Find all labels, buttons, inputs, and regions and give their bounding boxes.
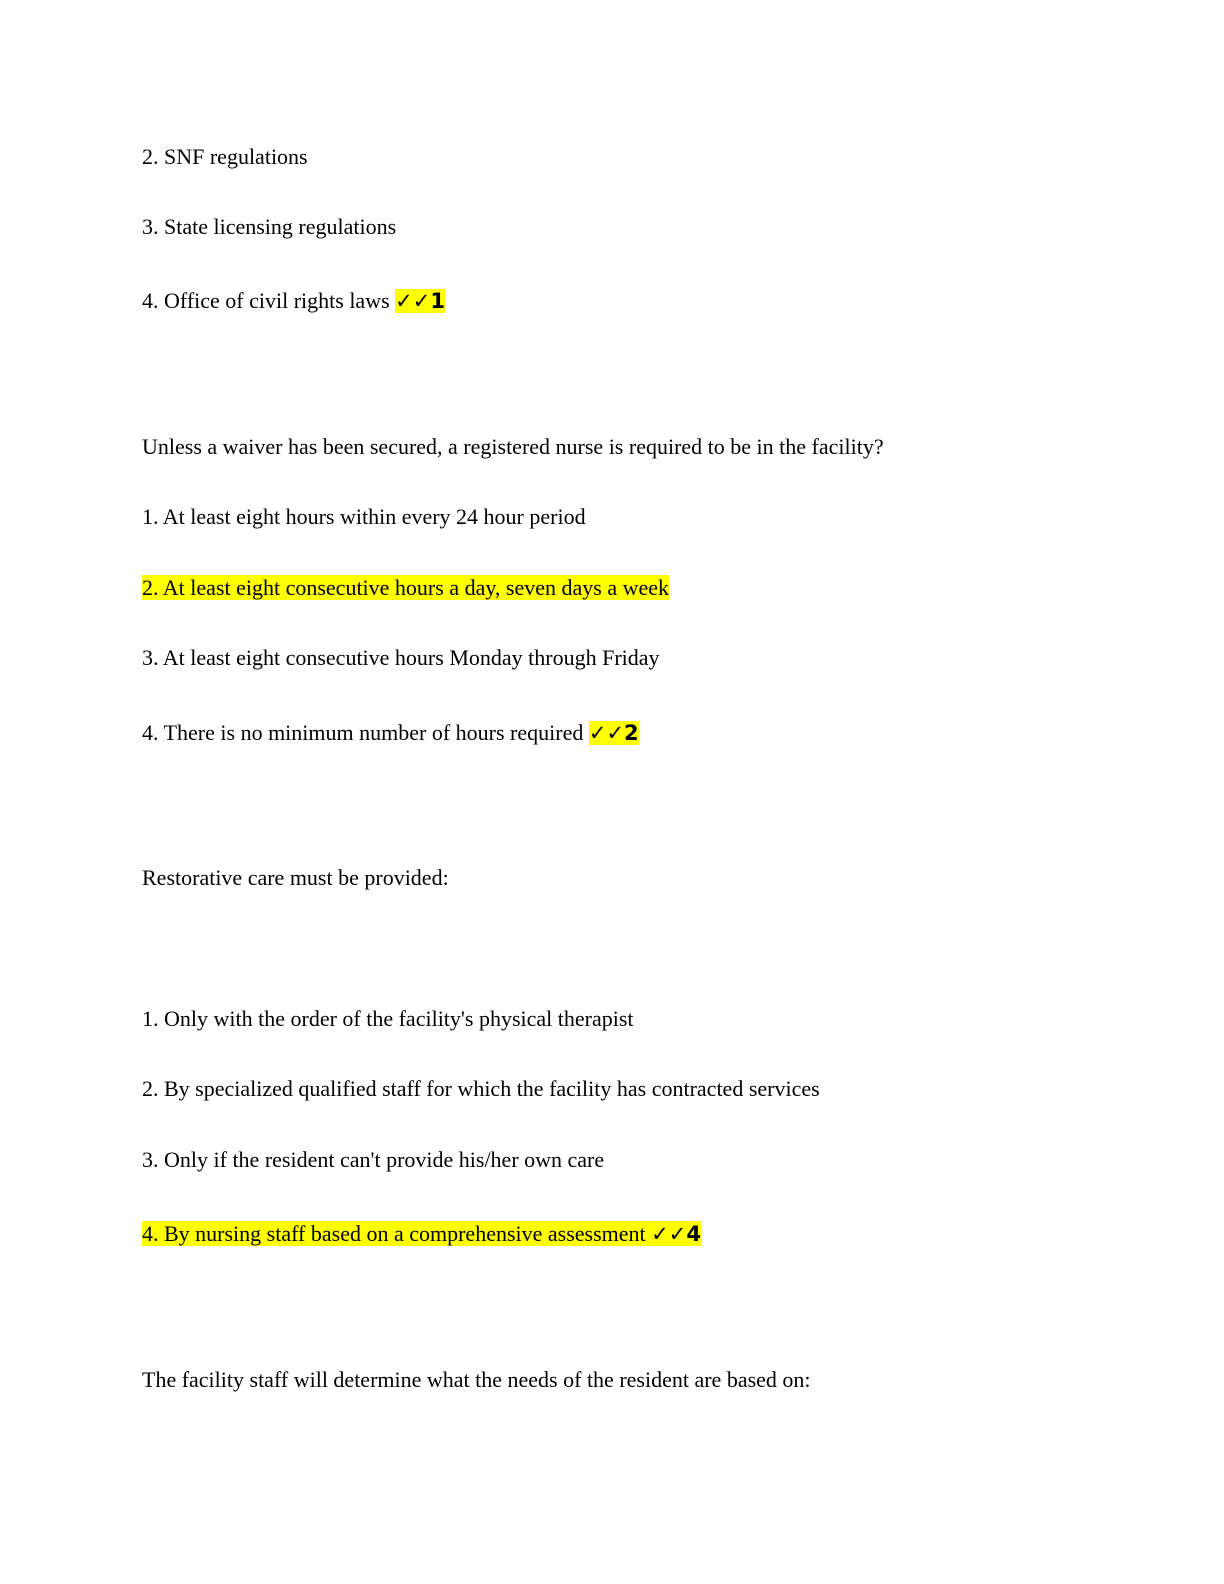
option-text: 3. Only if the resident can't provide his/her own care bbox=[142, 1147, 605, 1172]
option-text: 1. Only with the order of the facility's physical therapist bbox=[142, 1006, 634, 1031]
option-text: 2. By specialized qualified staff for which the facility has contracted services bbox=[142, 1076, 820, 1101]
answer-marker: ✓✓4 bbox=[651, 1222, 701, 1246]
option-text: 2. SNF regulations bbox=[142, 144, 308, 169]
option-text-highlighted: 2. At least eight consecutive hours a day, seven days a week bbox=[142, 575, 670, 600]
option-text: 3. State licensing regulations bbox=[142, 214, 397, 239]
question-text: Unless a waiver has been secured, a registered nurse is required to be in the facility? bbox=[142, 434, 884, 459]
option-text: 4. There is no minimum number of hours required ✓✓2 bbox=[142, 720, 639, 745]
option-text: 1. At least eight hours within every 24 hour period bbox=[142, 504, 586, 529]
question-text: The facility staff will determine what the needs of the resident are based on: bbox=[142, 1367, 811, 1392]
answer-marker: ✓✓1 bbox=[395, 289, 445, 313]
question-text: Restorative care must be provided: bbox=[142, 865, 449, 890]
option-text: 3. At least eight consecutive hours Monday through Friday bbox=[142, 645, 660, 670]
answer-marker: ✓✓2 bbox=[588, 721, 639, 745]
option-text-highlighted: 4. By nursing staff based on a comprehensive assessment ✓✓4 bbox=[142, 1221, 701, 1246]
option-text: 4. Office of civil rights laws ✓✓1 bbox=[142, 288, 445, 313]
